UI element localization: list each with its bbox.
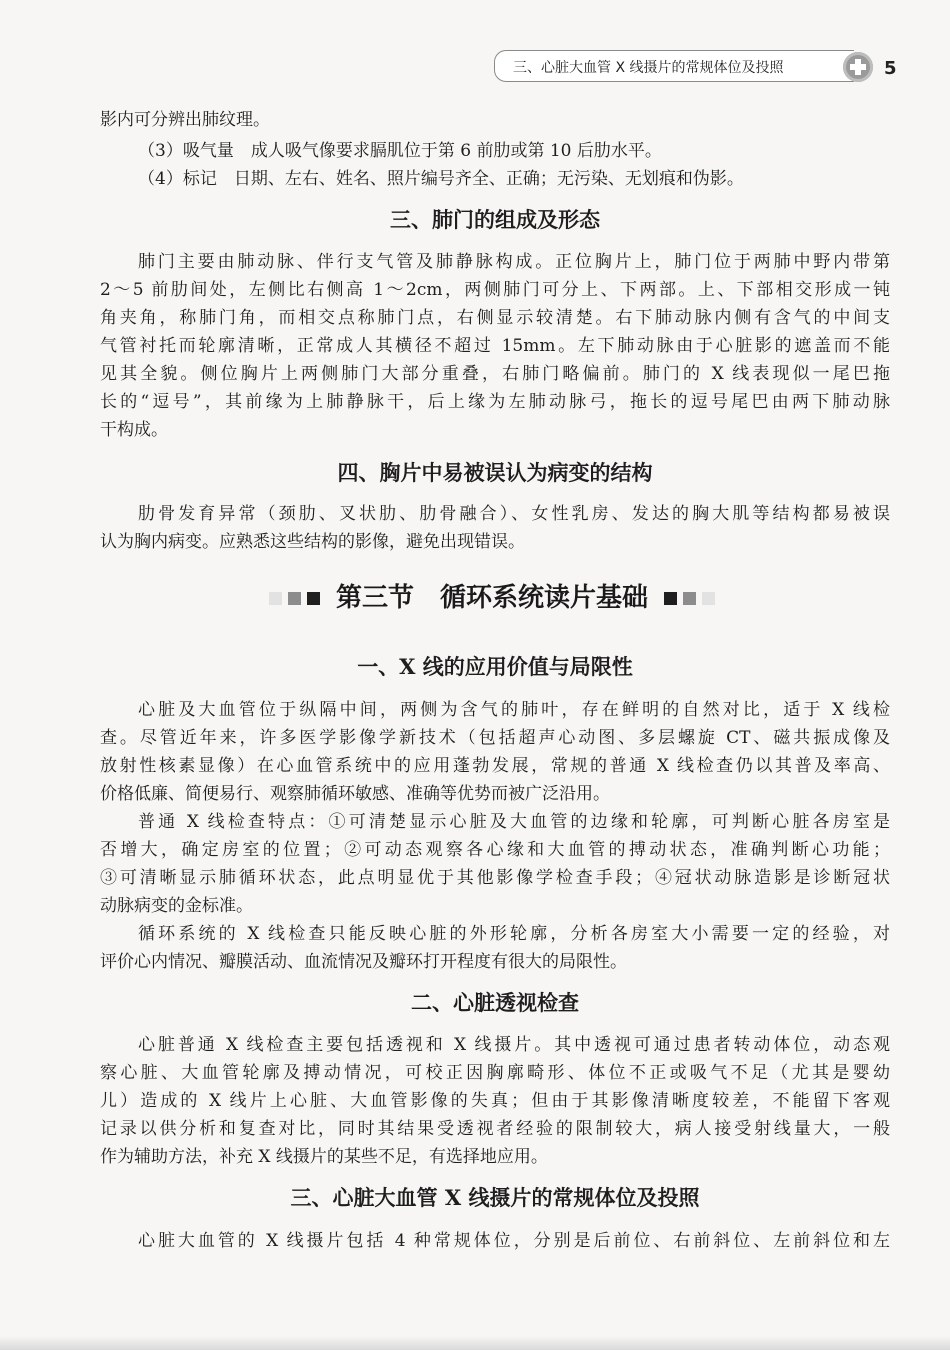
paragraph-line: ③可清晰显示肺循环状态，此点明显优于其他影像学检查手段；④冠状动脉造影是诊断冠状 xyxy=(100,868,890,888)
heading-projections: 三、心脏大血管 X 线摄片的常规体位及投照 xyxy=(290,1185,700,1210)
page-edge xyxy=(0,1336,950,1350)
page-number: 5 xyxy=(884,58,897,79)
running-header xyxy=(494,50,854,82)
plus-icon xyxy=(843,52,873,82)
paragraph-line: 价格低廉、简便易行、观察肺循环敏感、准确等优势而被广泛沿用。 xyxy=(100,784,610,804)
paragraph-line: 放射性核素显像）在心血管系统中的应用蓬勃发展，常规的普通 X 线检查仍以其普及率高、 xyxy=(100,756,890,776)
paragraph-line: 查。尽管近年来，许多医学影像学新技术（包括超声心动图、多层螺旋 CT、磁共振成像及 xyxy=(100,728,890,748)
banner-square-icon xyxy=(683,592,696,605)
paragraph-line: 普通 X 线检查特点：①可清楚显示心脏及大血管的边缘和轮廓，可判断心脏各房室是 xyxy=(138,812,890,832)
paragraph-line: 评价心内情况、瓣膜活动、血流情况及瓣环打开程度有很大的局限性。 xyxy=(100,952,627,972)
paragraph-line: 角夹角，称肺门角，而相交点称肺门点，右侧显示较清楚。右下肺动脉内侧有含气的中间支 xyxy=(100,308,890,328)
list-item-marking: （4）标记 日期、左右、姓名、照片编号齐全、正确；无污染、无划痕和伪影。 xyxy=(138,169,744,189)
banner-square-icon xyxy=(269,592,282,605)
paragraph-line: 作为辅助方法，补充 X 线摄片的某些不足，有选择地应用。 xyxy=(100,1147,548,1167)
banner-square-icon xyxy=(288,592,301,605)
banner-square-icon xyxy=(664,592,677,605)
banner-square-icon xyxy=(307,592,320,605)
heading-hilum: 三、肺门的组成及形态 xyxy=(390,207,600,232)
heading-xray-value: 一、X 线的应用价值与局限性 xyxy=(357,654,633,679)
banner-square-icon xyxy=(702,592,715,605)
paragraph-line: 儿）造成的 X 线片上心脏、大血管影像的失真；但由于其影像清晰度较差，不能留下客观 xyxy=(100,1091,890,1111)
paragraph-line: 干构成。 xyxy=(100,420,168,440)
heading-pseudolesions: 四、胸片中易被误认为病变的结构 xyxy=(337,460,653,485)
heading-fluoroscopy: 二、心脏透视检查 xyxy=(411,990,579,1015)
paragraph-line: 气管衬托而轮廓清晰，正常成人其横径不超过 15mm。左下肺动脉由于心脏影的遮盖而不能 xyxy=(100,336,890,356)
paragraph-line: 2～5 前肋间处，左侧比右侧高 1～2cm，两侧肺门可分上、下两部。上、下部相交形成一钝 xyxy=(100,280,890,300)
paragraph-line: 记录以供分析和复查对比，同时其结果受透视者经验的限制较大，病人接受射线量大，一般 xyxy=(100,1119,890,1139)
paragraph-line: 心脏普通 X 线检查主要包括透视和 X 线摄片。其中透视可通过患者转动体位，动态观 xyxy=(138,1035,890,1055)
list-item-inspiration: （3）吸气量 成人吸气像要求膈肌位于第 6 前肋或第 10 后肋水平。 xyxy=(138,141,662,161)
paragraph-line: 循环系统的 X 线检查只能反映心脏的外形轮廓，分析各房室大小需要一定的经验，对 xyxy=(138,924,890,944)
paragraph-line: 肋骨发育异常（颈肋、叉状肋、肋骨融合）、女性乳房、发达的胸大肌等结构都易被误 xyxy=(138,504,890,524)
paragraph-line: 否增大，确定房室的位置；②可动态观察各心缘和大血管的搏动状态，准确判断心功能； xyxy=(100,840,890,860)
paragraph-line: 心脏大血管的 X 线摄片包括 4 种常规体位，分别是后前位、右前斜位、左前斜位和左 xyxy=(138,1231,890,1251)
running-header-title: 三、心脏大血管 X 线摄片的常规体位及投照 xyxy=(513,60,784,76)
paragraph-line: 肺门主要由肺动脉、伴行支气管及肺静脉构成。正位胸片上，肺门位于两肺中野内带第 xyxy=(138,252,890,272)
text-line: 影内可分辨出肺纹理。 xyxy=(100,110,270,130)
paragraph-line: 认为胸内病变。应熟悉这些结构的影像，避免出现错误。 xyxy=(100,532,525,552)
paragraph-line: 见其全貌。侧位胸片上两侧肺门大部分重叠，右肺门略偏前。肺门的 X 线表现似一尾巴拖 xyxy=(100,364,890,384)
paragraph-line: 动脉病变的金标准。 xyxy=(100,896,253,916)
paragraph-line: 心脏及大血管位于纵隔中间，两侧为含气的肺叶，存在鲜明的自然对比，适于 X 线检 xyxy=(138,700,890,720)
paragraph-line: 长的“逗号”，其前缘为上肺静脉干，后上缘为左肺动脉弓，拖长的逗号尾巴由两下肺动脉 xyxy=(100,392,890,412)
paragraph-line: 察心脏、大血管轮廓及搏动情况，可校正因胸廓畸形、体位不正或吸气不足（尤其是婴幼 xyxy=(100,1063,890,1083)
section-banner xyxy=(232,580,752,616)
section-title: 第三节 循环系统读片基础 xyxy=(335,583,648,613)
